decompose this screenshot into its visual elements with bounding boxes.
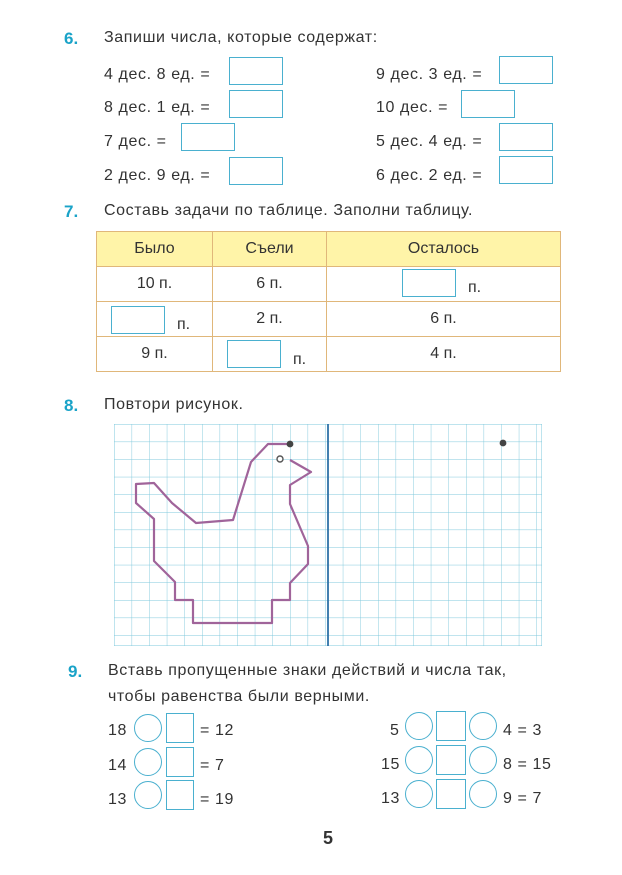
- operator-circle[interactable]: [469, 712, 497, 740]
- eq-left-3-number: 13: [108, 791, 127, 808]
- ex6-answer-box[interactable]: [229, 157, 283, 185]
- exercise-9-title-line1: Вставь пропущенные знаки действий и числа так,: [108, 662, 507, 679]
- exercise-9-number: 9.: [68, 662, 83, 681]
- exercise-8-number: 8.: [64, 396, 79, 415]
- table-answer-box[interactable]: [227, 340, 281, 368]
- table-answer-box[interactable]: [111, 306, 165, 334]
- ex6-left-4: 2 дес. 9 ед. =: [104, 167, 211, 184]
- ex6-left-2: 8 дес. 1 ед. =: [104, 99, 211, 116]
- eq-left-1-rest: = 12: [200, 722, 234, 739]
- ex6-answer-box[interactable]: [229, 57, 283, 85]
- number-box[interactable]: [166, 747, 194, 777]
- table-cell: 10 п.: [97, 267, 213, 302]
- copy-start-dot: [500, 440, 507, 447]
- page-number: 5: [323, 828, 334, 848]
- eq-right-3-a: 13: [381, 790, 400, 807]
- operator-circle[interactable]: [134, 781, 162, 809]
- eq-right-2-b: 8 = 15: [503, 756, 552, 773]
- table-cell: 9 п.: [97, 337, 213, 372]
- operator-circle[interactable]: [405, 712, 433, 740]
- table-header-row: [97, 232, 561, 267]
- ex7-table: [96, 231, 561, 372]
- eq-right-3-b: 9 = 7: [503, 790, 543, 807]
- number-box[interactable]: [166, 713, 194, 743]
- operator-circle[interactable]: [469, 746, 497, 774]
- ex6-right-2: 10 дес. =: [376, 99, 449, 116]
- ex6-right-3: 5 дес. 4 ед. =: [376, 133, 483, 150]
- table-answer-box[interactable]: [402, 269, 456, 297]
- eq-left-3-rest: = 19: [200, 791, 234, 808]
- table-cell: п.: [327, 267, 561, 302]
- exercise-8-title: Повтори рисунок.: [104, 396, 244, 413]
- exercise-7-number: 7.: [64, 202, 79, 221]
- ex6-answer-box[interactable]: [461, 90, 515, 118]
- ex6-answer-box[interactable]: [499, 123, 553, 151]
- ex6-answer-box[interactable]: [229, 90, 283, 118]
- table-row: [97, 267, 561, 302]
- operator-circle[interactable]: [134, 748, 162, 776]
- eq-left-2-number: 14: [108, 757, 127, 774]
- eq-left-2-rest: = 7: [200, 757, 225, 774]
- ex6-left-3: 7 дес. =: [104, 133, 167, 150]
- exercise-6-title: Запиши числа, которые содержат:: [104, 29, 378, 46]
- exercise-6-number: 6.: [64, 29, 79, 48]
- eq-left-1-number: 18: [108, 722, 127, 739]
- operator-circle[interactable]: [405, 780, 433, 808]
- ex6-right-1: 9 дес. 3 ед. =: [376, 66, 483, 83]
- hen-eye: [277, 456, 283, 462]
- table-cell: 2 п.: [213, 302, 327, 337]
- table-cell: п.: [97, 302, 213, 337]
- drawing-grid[interactable]: [114, 424, 542, 646]
- table-cell: 6 п.: [327, 302, 561, 337]
- ex6-answer-box[interactable]: [499, 156, 553, 184]
- number-box[interactable]: [436, 711, 466, 741]
- ex6-answer-box[interactable]: [499, 56, 553, 84]
- header-seli: Съели: [213, 232, 327, 267]
- ex6-right-4: 6 дес. 2 ед. =: [376, 167, 483, 184]
- table-cell: 6 п.: [213, 267, 327, 302]
- header-ostalos: Осталось: [327, 232, 561, 267]
- table-row: [97, 302, 561, 337]
- header-bylo: Было: [97, 232, 213, 267]
- exercise-9-title-line2: чтобы равенства были верными.: [108, 688, 370, 705]
- table-cell: 4 п.: [327, 337, 561, 372]
- operator-circle[interactable]: [405, 746, 433, 774]
- ex6-answer-box[interactable]: [181, 123, 235, 151]
- number-box[interactable]: [436, 779, 466, 809]
- number-box[interactable]: [166, 780, 194, 810]
- operator-circle[interactable]: [134, 714, 162, 742]
- hen-start-dot: [287, 441, 294, 448]
- exercise-7-title: Составь задачи по таблице. Заполни таблицу.: [104, 202, 474, 219]
- eq-right-1-b: 4 = 3: [503, 722, 543, 739]
- number-box[interactable]: [436, 745, 466, 775]
- table-row: [97, 337, 561, 372]
- eq-right-2-a: 15: [381, 756, 400, 773]
- operator-circle[interactable]: [469, 780, 497, 808]
- eq-right-1-a: 5: [390, 722, 400, 739]
- ex6-left-1: 4 дес. 8 ед. =: [104, 66, 211, 83]
- table-cell: п.: [213, 337, 327, 372]
